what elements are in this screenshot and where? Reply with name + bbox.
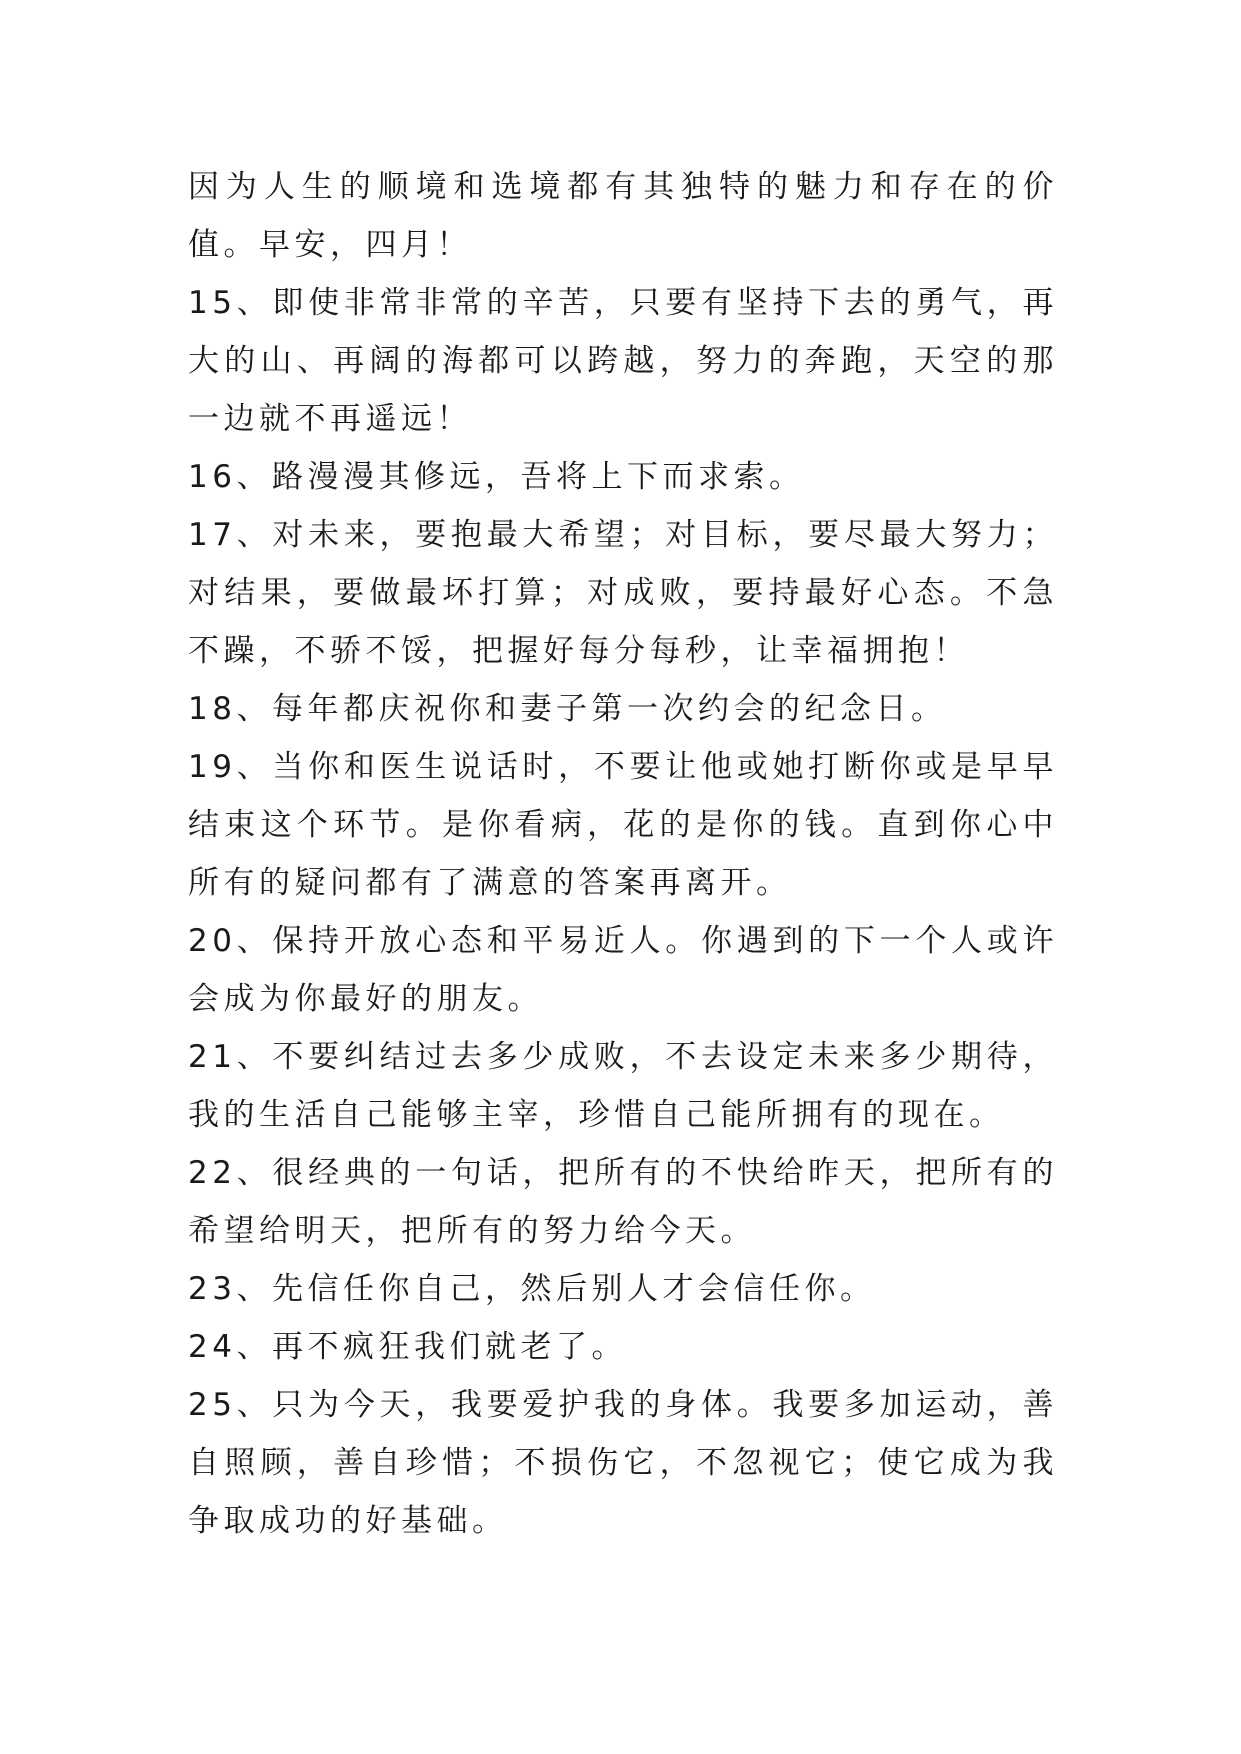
paragraph-item-15: 15、即使非常非常的辛苦，只要有坚持下去的勇气，再大的山、再阔的海都可以跨越，努力的奔跑，天空的那一边就不再遥远！ [188,285,1058,437]
paragraph-continued: 因为人生的顺境和选境都有其独特的魅力和存在的价值。早安，四月！ [188,169,1058,263]
paragraph-item-17: 17、对未来，要抱最大希望；对目标，要尽最大努力；对结果，要做最坏打算；对成败，要持最好心态。不急不躁，不骄不馁，把握好每分每秒，让幸福拥抱！ [188,517,1058,669]
paragraph-item-22: 22、很经典的一句话，把所有的不快给昨天，把所有的希望给明天，把所有的努力给今天。 [188,1155,1058,1249]
paragraph-item-21: 21、不要纠结过去多少成败，不去设定未来多少期待，我的生活自己能够主宰，珍惜自己能所拥有的现在。 [188,1039,1058,1133]
paragraph-item-25: 25、只为今天，我要爱护我的身体。我要多加运动，善自照顾，善自珍惜；不损伤它，不忽视它；使它成为我争取成功的好基础。 [188,1387,1058,1539]
paragraph-item-19: 19、当你和医生说话时，不要让他或她打断你或是早早结束这个环节。是你看病，花的是你的钱。直到你心中所有的疑问都有了满意的答案再离开。 [188,749,1058,901]
document-body [188,158,1058,1550]
paragraph-item-18: 18、每年都庆祝你和妻子第一次约会的纪念日。 [188,691,947,727]
paragraph-item-23: 23、先信任你自己，然后别人才会信任你。 [188,1271,876,1307]
paragraph-item-16: 16、路漫漫其修远，吾将上下而求索。 [188,459,805,495]
paragraph-item-24: 24、再不疯狂我们就老了。 [188,1329,627,1365]
paragraph-item-20: 20、保持开放心态和平易近人。你遇到的下一个人或许会成为你最好的朋友。 [188,923,1058,1017]
